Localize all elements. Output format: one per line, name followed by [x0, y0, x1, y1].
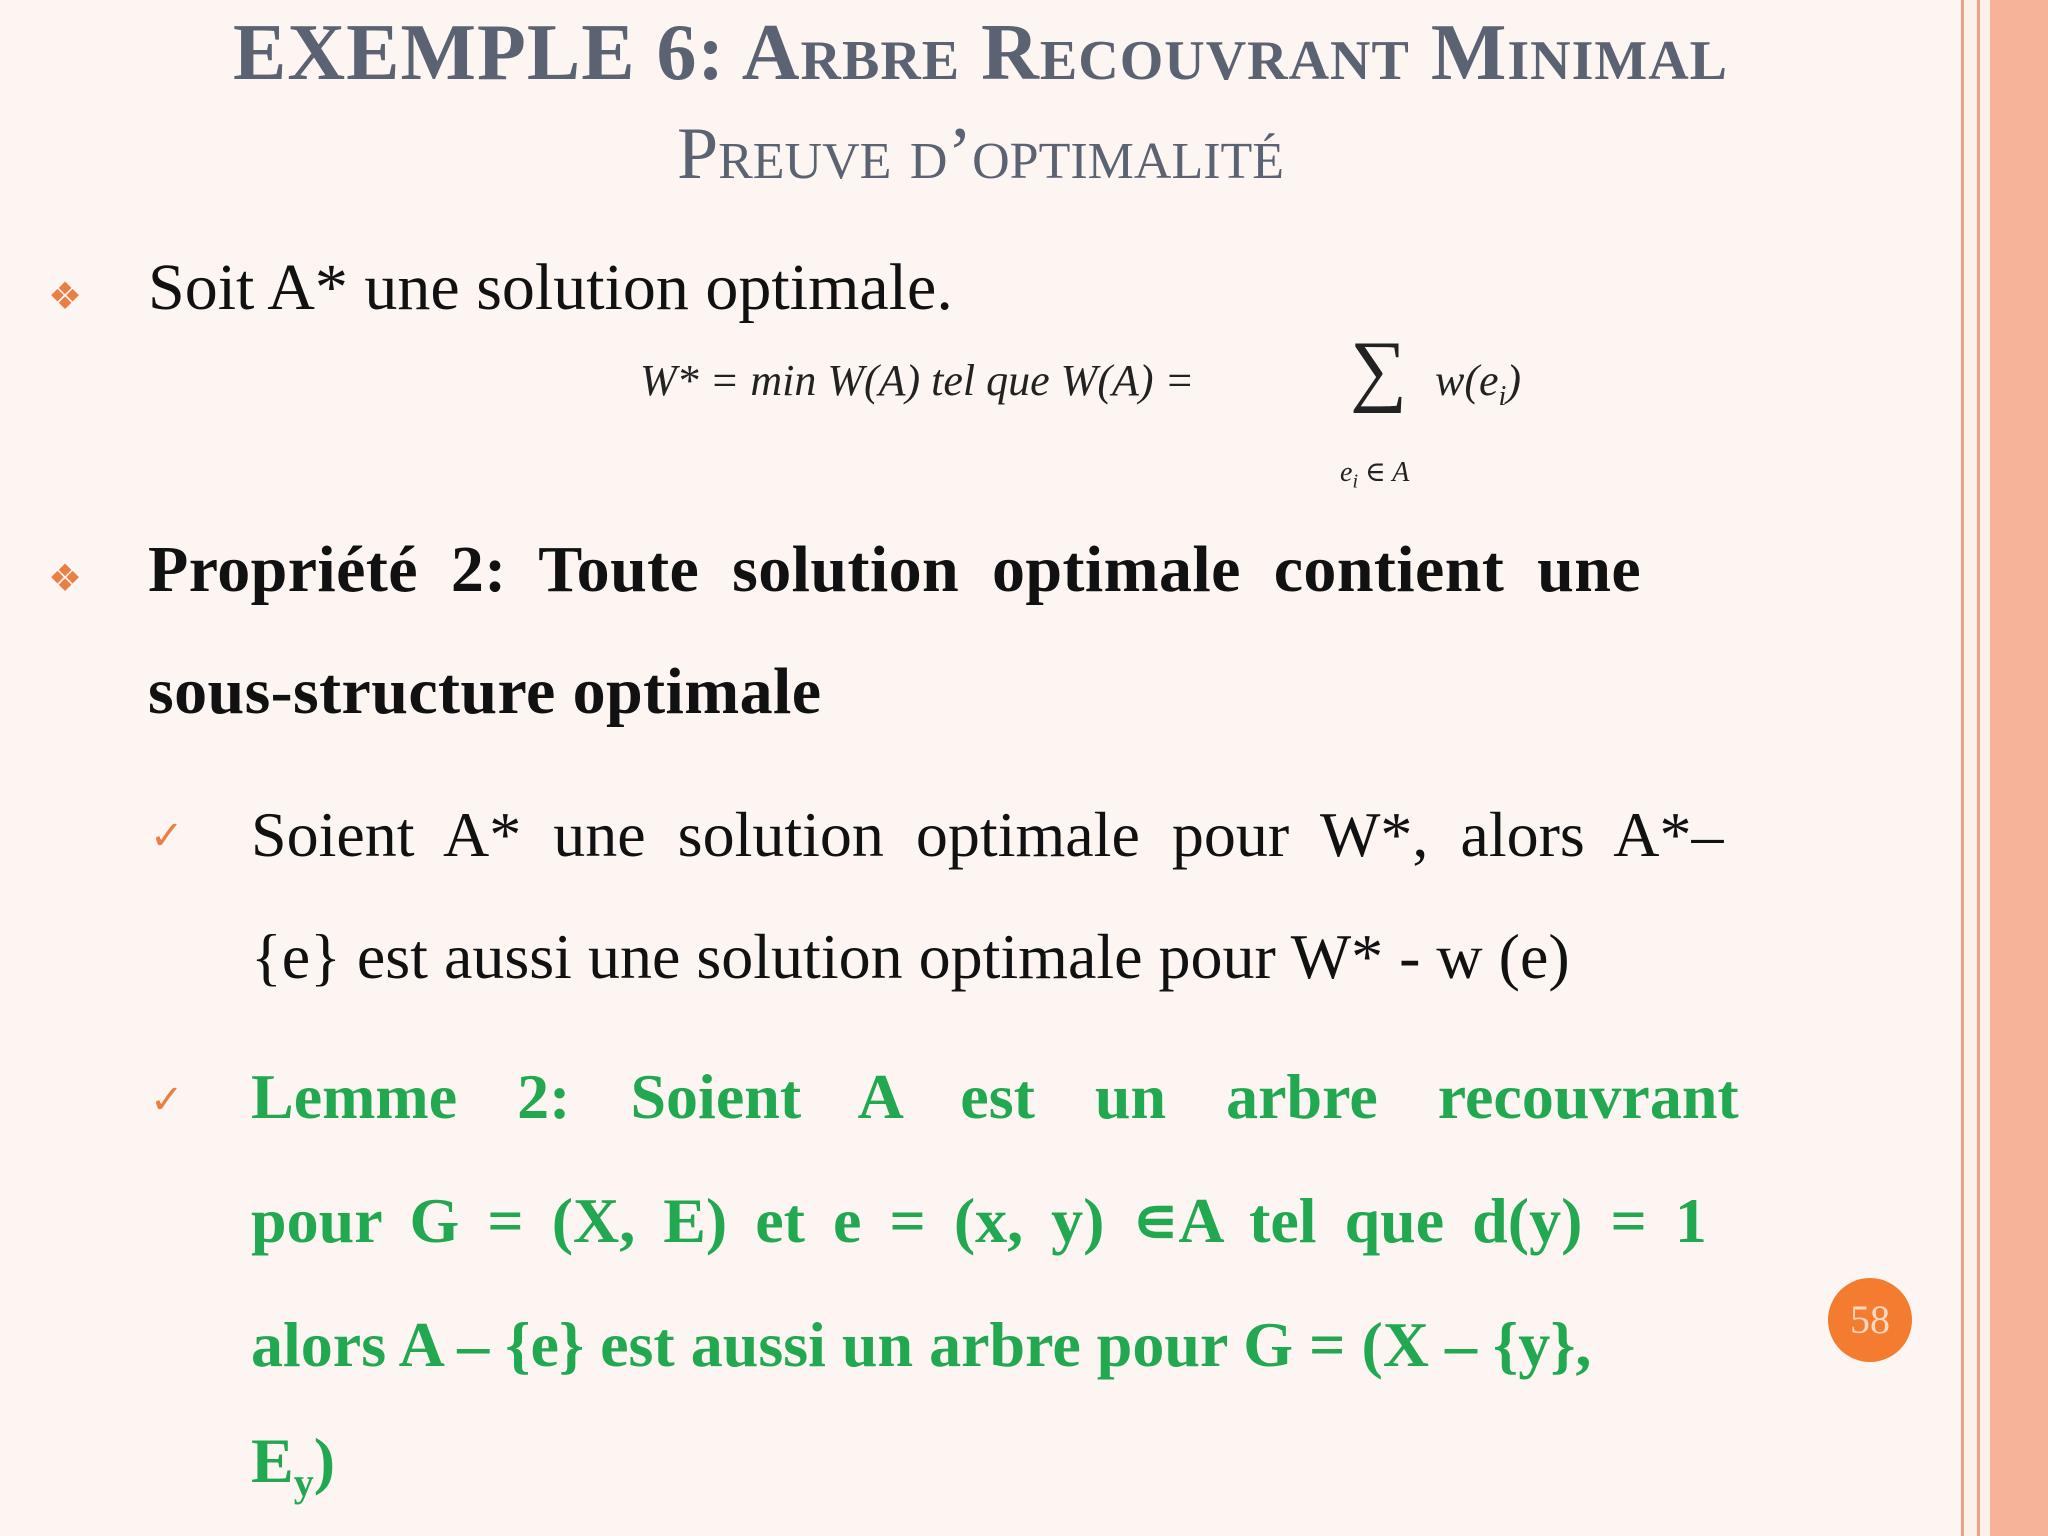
property-2-line-1: Propriété 2: Toute solution optimale contient une [148, 533, 1642, 606]
lemma-2-line-4: $E_y$) [251, 1425, 335, 1505]
slide-border-left [1961, 0, 1964, 1536]
sub-bullet-1-line-2: {e} est aussi une solution optimale pour W* - w (e) [251, 921, 1570, 992]
lemma-2-line-2: pour G = (X, E) et e = (x, y) ∊A tel que d(y) = 1 [251, 1185, 1707, 1256]
formula [640, 326, 1521, 493]
diamond-bullet-icon: ❖ [48, 276, 83, 318]
lemma-2-line-1: Lemme 2: Soient A est un arbre recouvrant [251, 1061, 1739, 1132]
property-2-line-2: sous-structure optimale [148, 655, 822, 728]
sub-bullet-1-line-1: Soient A* une solution optimale pour W*, alors A*– [251, 799, 1724, 870]
side-band [1990, 0, 2048, 1536]
slide-border-right [1977, 0, 1980, 1536]
sum-subscript: $e_i$ ∈ A [1340, 457, 1410, 493]
checkmark-icon: ✓ [150, 1077, 184, 1122]
page-number-badge: 58 [1828, 1278, 1912, 1362]
sum-symbol: ∑ [1350, 326, 1408, 414]
lemma-2-line-3: alors A – {e} est aussi un arbre pour G = (X – {y}, [251, 1309, 1592, 1380]
formula-left: W* = min W(A) tel que W(A) = [640, 356, 1195, 405]
diamond-bullet-icon: ❖ [48, 558, 83, 600]
slide-subtitle: Preuve d’optimalité [676, 113, 1285, 195]
checkmark-icon: ✓ [150, 813, 184, 858]
bullet-1-text: Soit A* une solution optimale. [148, 251, 953, 324]
slide-title: EXEMPLE 6: Arbre Recouvrant Minimal [232, 9, 1729, 97]
formula-right: $w(e_i)$ [1435, 356, 1521, 412]
